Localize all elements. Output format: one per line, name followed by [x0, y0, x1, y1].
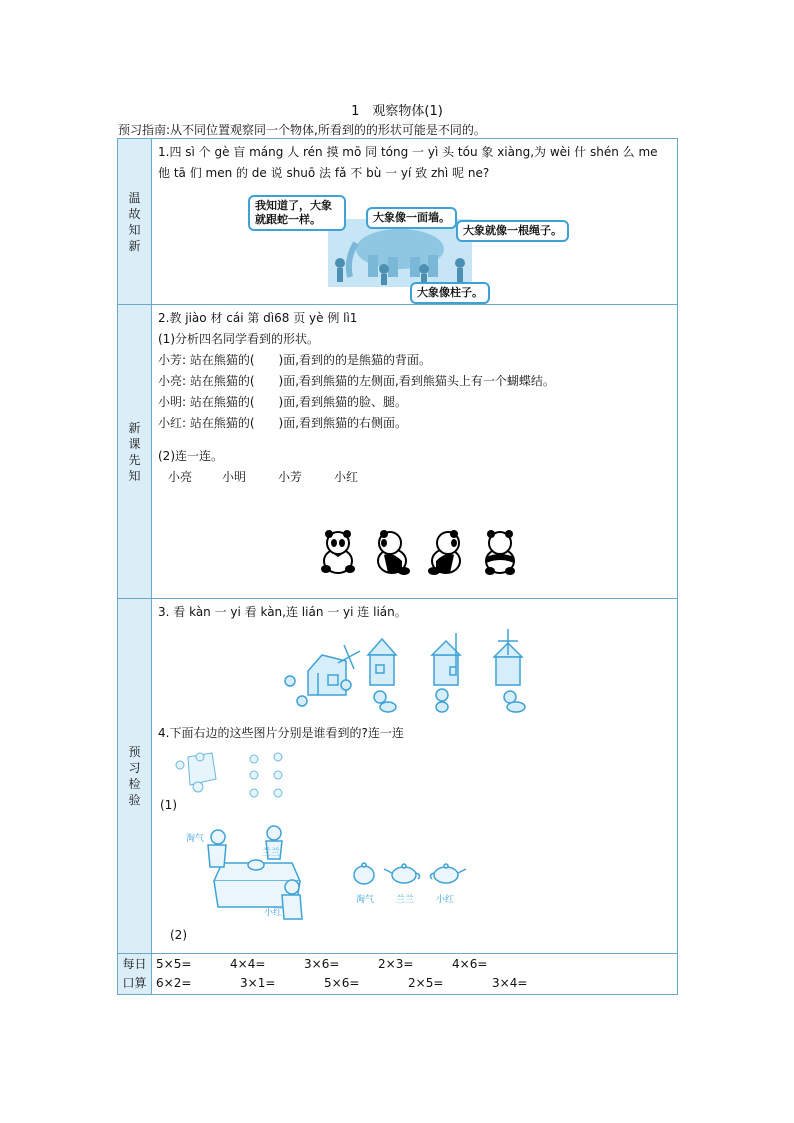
- review-content: [152, 139, 678, 305]
- oral-problem: 6×2=: [156, 976, 192, 990]
- teapot-label: 小红: [436, 895, 455, 905]
- part-1-figures-icon: [172, 749, 292, 801]
- teapot-views: [348, 861, 478, 905]
- kid-label-xiaohong: 小红: [264, 908, 283, 918]
- section-label-review: 温 故 知 新: [118, 139, 152, 305]
- question-1-line-1: 1.四 sì 个 gè 盲 máng 人 rén 摸 mō 同 tóng 一 yì 头 tóu 象 xiàng,为 wèi 什 shén 么 me: [158, 145, 658, 159]
- kid-label-lanlan: 兰兰: [262, 848, 281, 858]
- panda-row-xiaoming: 小明: 站在熊猫的( )面,看到熊猫的脸、腿。: [158, 395, 408, 409]
- student-name: 小明: [222, 470, 247, 484]
- student-name: 小亮: [168, 470, 193, 484]
- panda-views: [316, 527, 556, 577]
- check-content: [152, 599, 678, 954]
- question-3: 3. 看 kàn 一 yi 看 kàn,连 lián 一 yi 连 lián。: [158, 605, 407, 619]
- question-2-sub-1: (1)分析四名同学看到的形状。: [158, 332, 319, 346]
- study-guide: 预习指南:从不同位置观察同一个物体,所看到的的形状可能是不同的。: [118, 123, 486, 137]
- section-label-check: 预 习 检 验: [118, 599, 152, 954]
- kid-label-taoqi: 淘气: [186, 834, 205, 844]
- panda-row-xiaohong: 小红: 站在熊猫的( )面,看到熊猫的右侧面。: [158, 416, 408, 430]
- oral-problem: 2×3=: [378, 957, 414, 971]
- oral-problem: 3×6=: [304, 957, 340, 971]
- teapot-icon: [348, 861, 478, 887]
- part-1-illustration: [172, 749, 292, 801]
- blind-men-elephant-illustration: [328, 219, 472, 287]
- student-name: 小红: [334, 470, 359, 484]
- panda-row-xiaoliang: 小亮: 站在熊猫的( )面,看到熊猫的左侧面,看到熊猫头上有一个蝴蝶结。: [158, 374, 555, 388]
- part-2-label: (2): [170, 928, 187, 942]
- question-1-line-2: 他 tā 们 men 的 de 说 shuō 法 fǎ 不 bù 一 yí 致 zhì 呢 ne?: [158, 166, 490, 180]
- house-windmill-icon: [282, 625, 542, 715]
- teapot-label: 淘气: [356, 895, 375, 905]
- section-label-new: 新 课 先 知: [118, 305, 152, 599]
- oral-arithmetic-content: [152, 954, 678, 995]
- oral-problem: 3×1=: [240, 976, 276, 990]
- speech-bubble-wall: 大象像一面墙。: [366, 207, 457, 229]
- windmill-house-views: [282, 625, 542, 715]
- oral-problem: 5×6=: [324, 976, 360, 990]
- question-2-heading: 2.教 jiào 材 cái 第 dì68 页 yè 例 lì1: [158, 311, 358, 325]
- speech-bubble-rope: 大象就像一根绳子。: [456, 220, 569, 242]
- oral-problem: 5×5=: [156, 957, 192, 971]
- new-lesson-content: [152, 305, 678, 599]
- oral-problem: 2×5=: [408, 976, 444, 990]
- oral-problem: 3×4=: [492, 976, 528, 990]
- part-1-label: (1): [160, 798, 177, 812]
- panda-front-icon: [316, 527, 556, 577]
- teapot-label: 兰兰: [396, 895, 415, 905]
- oral-row-2: [156, 974, 673, 993]
- speech-bubble-pillar: 大象像柱子。: [410, 282, 490, 304]
- question-2-sub-2: (2)连一连。: [158, 449, 223, 463]
- question-4: 4.下面右边的这些图片分别是谁看到的?连一连: [158, 726, 404, 740]
- section-label-oral: 每日 口算: [118, 954, 152, 995]
- teapot-labels: [348, 892, 478, 906]
- table-teapot-scene: [182, 823, 312, 923]
- student-name-row: [158, 467, 671, 488]
- student-name: 小芳: [278, 470, 303, 484]
- panda-row-xiaofang: 小芳: 站在熊猫的( )面,看到的的是熊猫的背面。: [158, 353, 432, 367]
- page-title: 1 观察物体(1): [351, 104, 443, 119]
- oral-problem: 4×6=: [452, 957, 488, 971]
- oral-row-1: [156, 955, 673, 974]
- oral-problem: 4×4=: [230, 957, 266, 971]
- speech-bubble-snake: 我知道了，大象就跟蛇一样。: [248, 195, 346, 231]
- elephant-icon: [328, 219, 472, 287]
- worksheet-table: [117, 138, 678, 995]
